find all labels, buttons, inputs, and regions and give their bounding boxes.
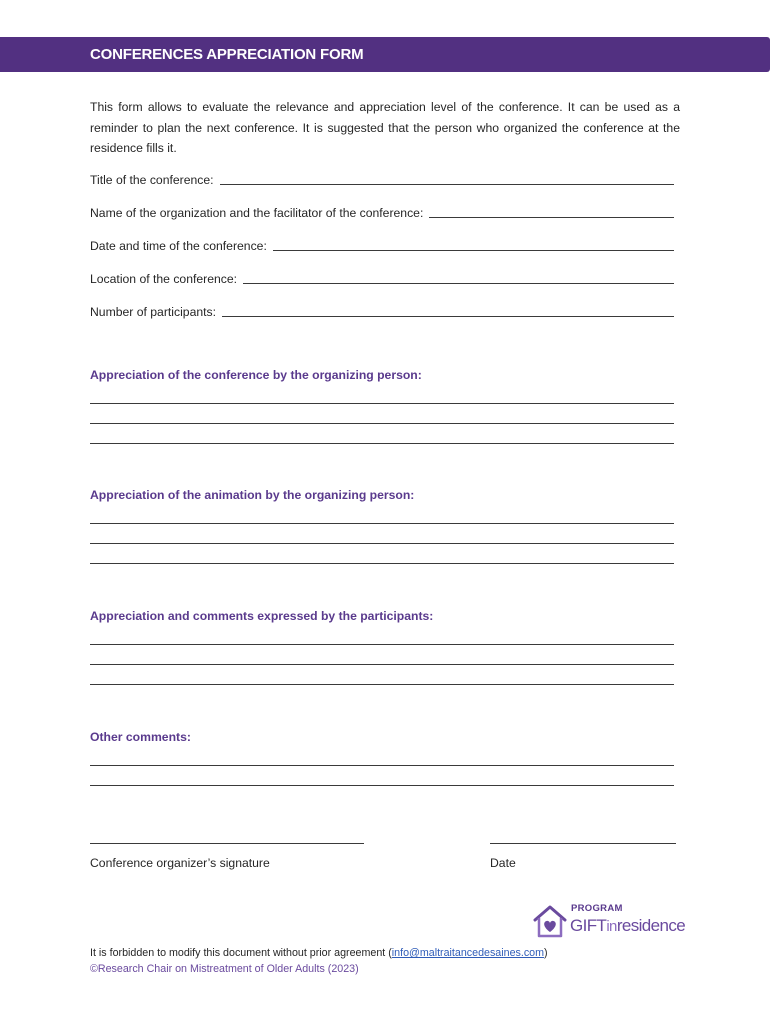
animation-line[interactable]	[90, 543, 674, 544]
footer-email-link[interactable]: info@maltraitancedesaines.com	[391, 947, 545, 959]
form-title: CONFERENCES APPRECIATION FORM	[90, 46, 364, 63]
field-participants-label: Number of participants:	[90, 305, 216, 319]
organizer-line[interactable]	[90, 443, 674, 444]
section-other-heading: Other comments:	[90, 730, 191, 744]
organizer-line[interactable]	[90, 423, 674, 424]
logo-program-text: PROGRAM	[571, 903, 623, 914]
field-location-line[interactable]	[243, 283, 674, 284]
field-location[interactable]	[90, 271, 674, 287]
field-datetime-label: Date and time of the conference:	[90, 239, 267, 253]
section-participants-heading: Appreciation and comments expressed by the participants:	[90, 609, 434, 623]
logo-residence: residence	[616, 916, 686, 935]
section-organizer-heading: Appreciation of the conference by the organizing person:	[90, 368, 422, 382]
other-line[interactable]	[90, 785, 674, 786]
field-organization[interactable]	[90, 205, 674, 221]
field-organization-line[interactable]	[429, 217, 674, 218]
field-participants[interactable]	[90, 304, 674, 320]
field-title[interactable]	[90, 172, 674, 188]
footer-notice	[90, 947, 548, 959]
logo-gift: GIFT	[570, 916, 607, 935]
signature-line[interactable]	[90, 843, 364, 844]
field-title-line[interactable]	[220, 184, 674, 185]
footer-copyright: ©Research Chair on Mistreatment of Older Adults (2023)	[90, 963, 359, 975]
house-heart-icon	[532, 901, 568, 941]
participants-line[interactable]	[90, 664, 674, 665]
field-datetime-line[interactable]	[273, 250, 674, 251]
field-location-label: Location of the conference:	[90, 272, 238, 286]
intro-paragraph: This form allows to evaluate the relevance and appreciation level of the conference. It can be used as a reminder to plan the next conference. It is suggested that the person who organized the conference at the residence fills it.	[90, 100, 680, 155]
date-label: Date	[490, 856, 516, 870]
field-title-label: Title of the conference:	[90, 173, 214, 187]
signature-label: Conference organizer’s signature	[90, 856, 270, 870]
section-animation-heading: Appreciation of the animation by the organizing person:	[90, 488, 415, 502]
field-organization-label: Name of the organization and the facilitator of the conference:	[90, 206, 424, 220]
logo-in: in	[606, 918, 617, 935]
gift-in-residence-logo	[532, 901, 684, 943]
participants-line[interactable]	[90, 684, 674, 685]
field-participants-line[interactable]	[222, 316, 674, 317]
footer-notice-prefix: It is forbidden to modify this document without prior agreement (	[90, 947, 392, 959]
organizer-line[interactable]	[90, 403, 674, 404]
participants-line[interactable]	[90, 644, 674, 645]
logo-name-text	[570, 916, 685, 936]
animation-line[interactable]	[90, 523, 674, 524]
other-line[interactable]	[90, 765, 674, 766]
footer-notice-suffix: )	[544, 947, 548, 959]
animation-line[interactable]	[90, 563, 674, 564]
title-banner	[0, 37, 770, 72]
date-line[interactable]	[490, 843, 676, 844]
field-datetime[interactable]	[90, 238, 674, 254]
